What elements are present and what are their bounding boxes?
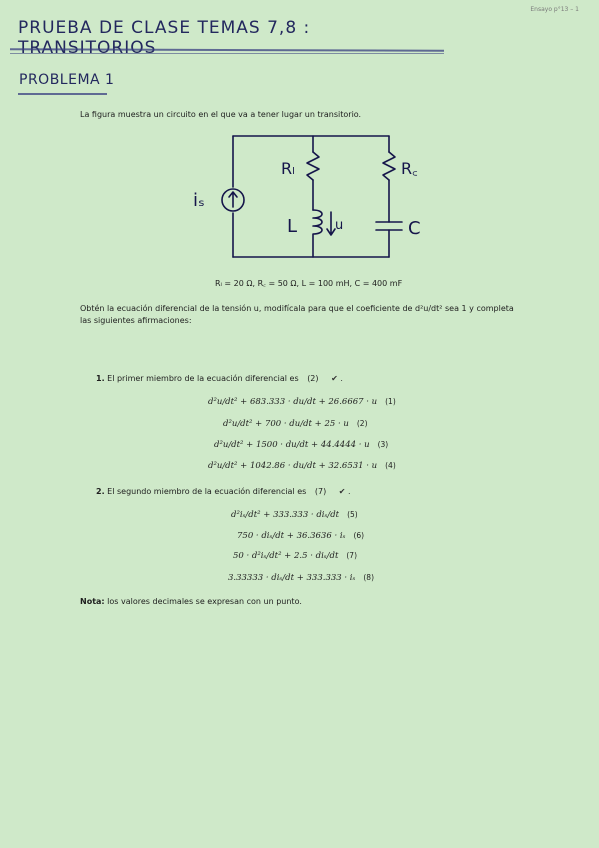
equation-6-expr: 750 · diₛ/dt + 36.3636 · iₛ	[237, 531, 346, 541]
question-2-text: El segundo miembro de la ecuación diferencial es	[107, 487, 307, 496]
circuit-diagram	[175, 130, 445, 265]
rl-label: Rₗ	[281, 159, 295, 178]
question-1	[96, 373, 343, 385]
equation-8-number: (8)	[363, 573, 374, 582]
equation-8	[228, 573, 374, 583]
equation-3	[214, 440, 388, 450]
equation-4-expr: d²u/dt² + 1042.86 · du/dt + 32.6531 · u	[208, 461, 378, 471]
task-text: Obtén la ecuación diferencial de la tensión u, modifícala para que el coeficiente de d²u/dt² sea 1 y completa las siguientes afirmaciones:	[80, 304, 514, 325]
inductor-symbol	[313, 210, 322, 257]
equation-5-expr: d²iₛ/dt² + 333.333 · diₛ/dt	[231, 510, 340, 520]
rc-label: R꜀	[401, 159, 418, 178]
current-source-arrow	[229, 192, 237, 207]
question-1-answer[interactable]: (2)	[307, 374, 319, 383]
c-label: C	[408, 218, 421, 239]
page-title: PRUEBA DE CLASE TEMAS 7,8 :	[18, 18, 311, 38]
equation-4	[208, 461, 396, 471]
question-2-check-icon: ✔ .	[338, 487, 351, 496]
source-label: iₛ	[193, 190, 205, 211]
question-2	[96, 486, 351, 498]
note	[80, 596, 302, 608]
equation-5-number: (5)	[347, 510, 358, 519]
equation-1	[208, 397, 396, 407]
intro-text: La figura muestra un circuito en el que va a tener lugar un transitorio.	[80, 110, 362, 119]
equation-1-number: (1)	[385, 397, 396, 406]
title-underline-secondary	[10, 53, 444, 54]
equation-8-expr: 3.33333 · diₛ/dt + 333.333 · iₛ	[228, 573, 356, 583]
corner-note: Ensayo p°13 – 1	[530, 6, 579, 13]
equation-2-number: (2)	[356, 419, 368, 428]
l-label: L	[287, 216, 298, 237]
equation-3-expr: d²u/dt² + 1500 · du/dt + 44.4444 · u	[214, 440, 370, 450]
equation-4-number: (4)	[385, 461, 396, 470]
equation-1-expr: d²u/dt² + 683.333 · du/dt + 26.6667 · u	[208, 397, 378, 407]
equation-5	[231, 510, 358, 520]
resistor-rl-symbol	[307, 152, 319, 180]
question-1-check-icon: ✔ .	[331, 374, 343, 383]
question-2-number: 2.	[96, 487, 105, 496]
question-1-number: 1.	[96, 374, 105, 383]
resistor-rc-symbol	[383, 152, 395, 180]
equation-6-number: (6)	[353, 531, 365, 540]
equation-7-expr: 50 · d²iₛ/dt² + 2.5 · diₛ/dt	[233, 551, 339, 561]
equation-2-expr: d²u/dt² + 700 · du/dt + 25 · u	[223, 419, 349, 429]
equation-2	[223, 419, 368, 429]
equation-7-number: (7)	[346, 551, 357, 560]
equation-7	[233, 551, 357, 561]
problem-heading-underline	[18, 93, 107, 95]
equation-6	[237, 531, 364, 541]
voltage-u-arrow	[327, 212, 335, 235]
note-text: los valores decimales se expresan con un punto.	[107, 597, 302, 606]
question-1-text: El primer miembro de la ecuación diferencial es	[107, 374, 299, 383]
question-2-answer[interactable]: (7)	[314, 487, 327, 496]
u-label: u	[335, 218, 344, 233]
component-values: Rₗ = 20 Ω, R꜀ = 50 Ω, L = 100 mH, C = 400 mF	[215, 279, 403, 288]
equation-3-number: (3)	[377, 440, 389, 449]
note-label: Nota:	[80, 597, 105, 606]
problem-heading: PROBLEMA 1	[19, 72, 115, 88]
